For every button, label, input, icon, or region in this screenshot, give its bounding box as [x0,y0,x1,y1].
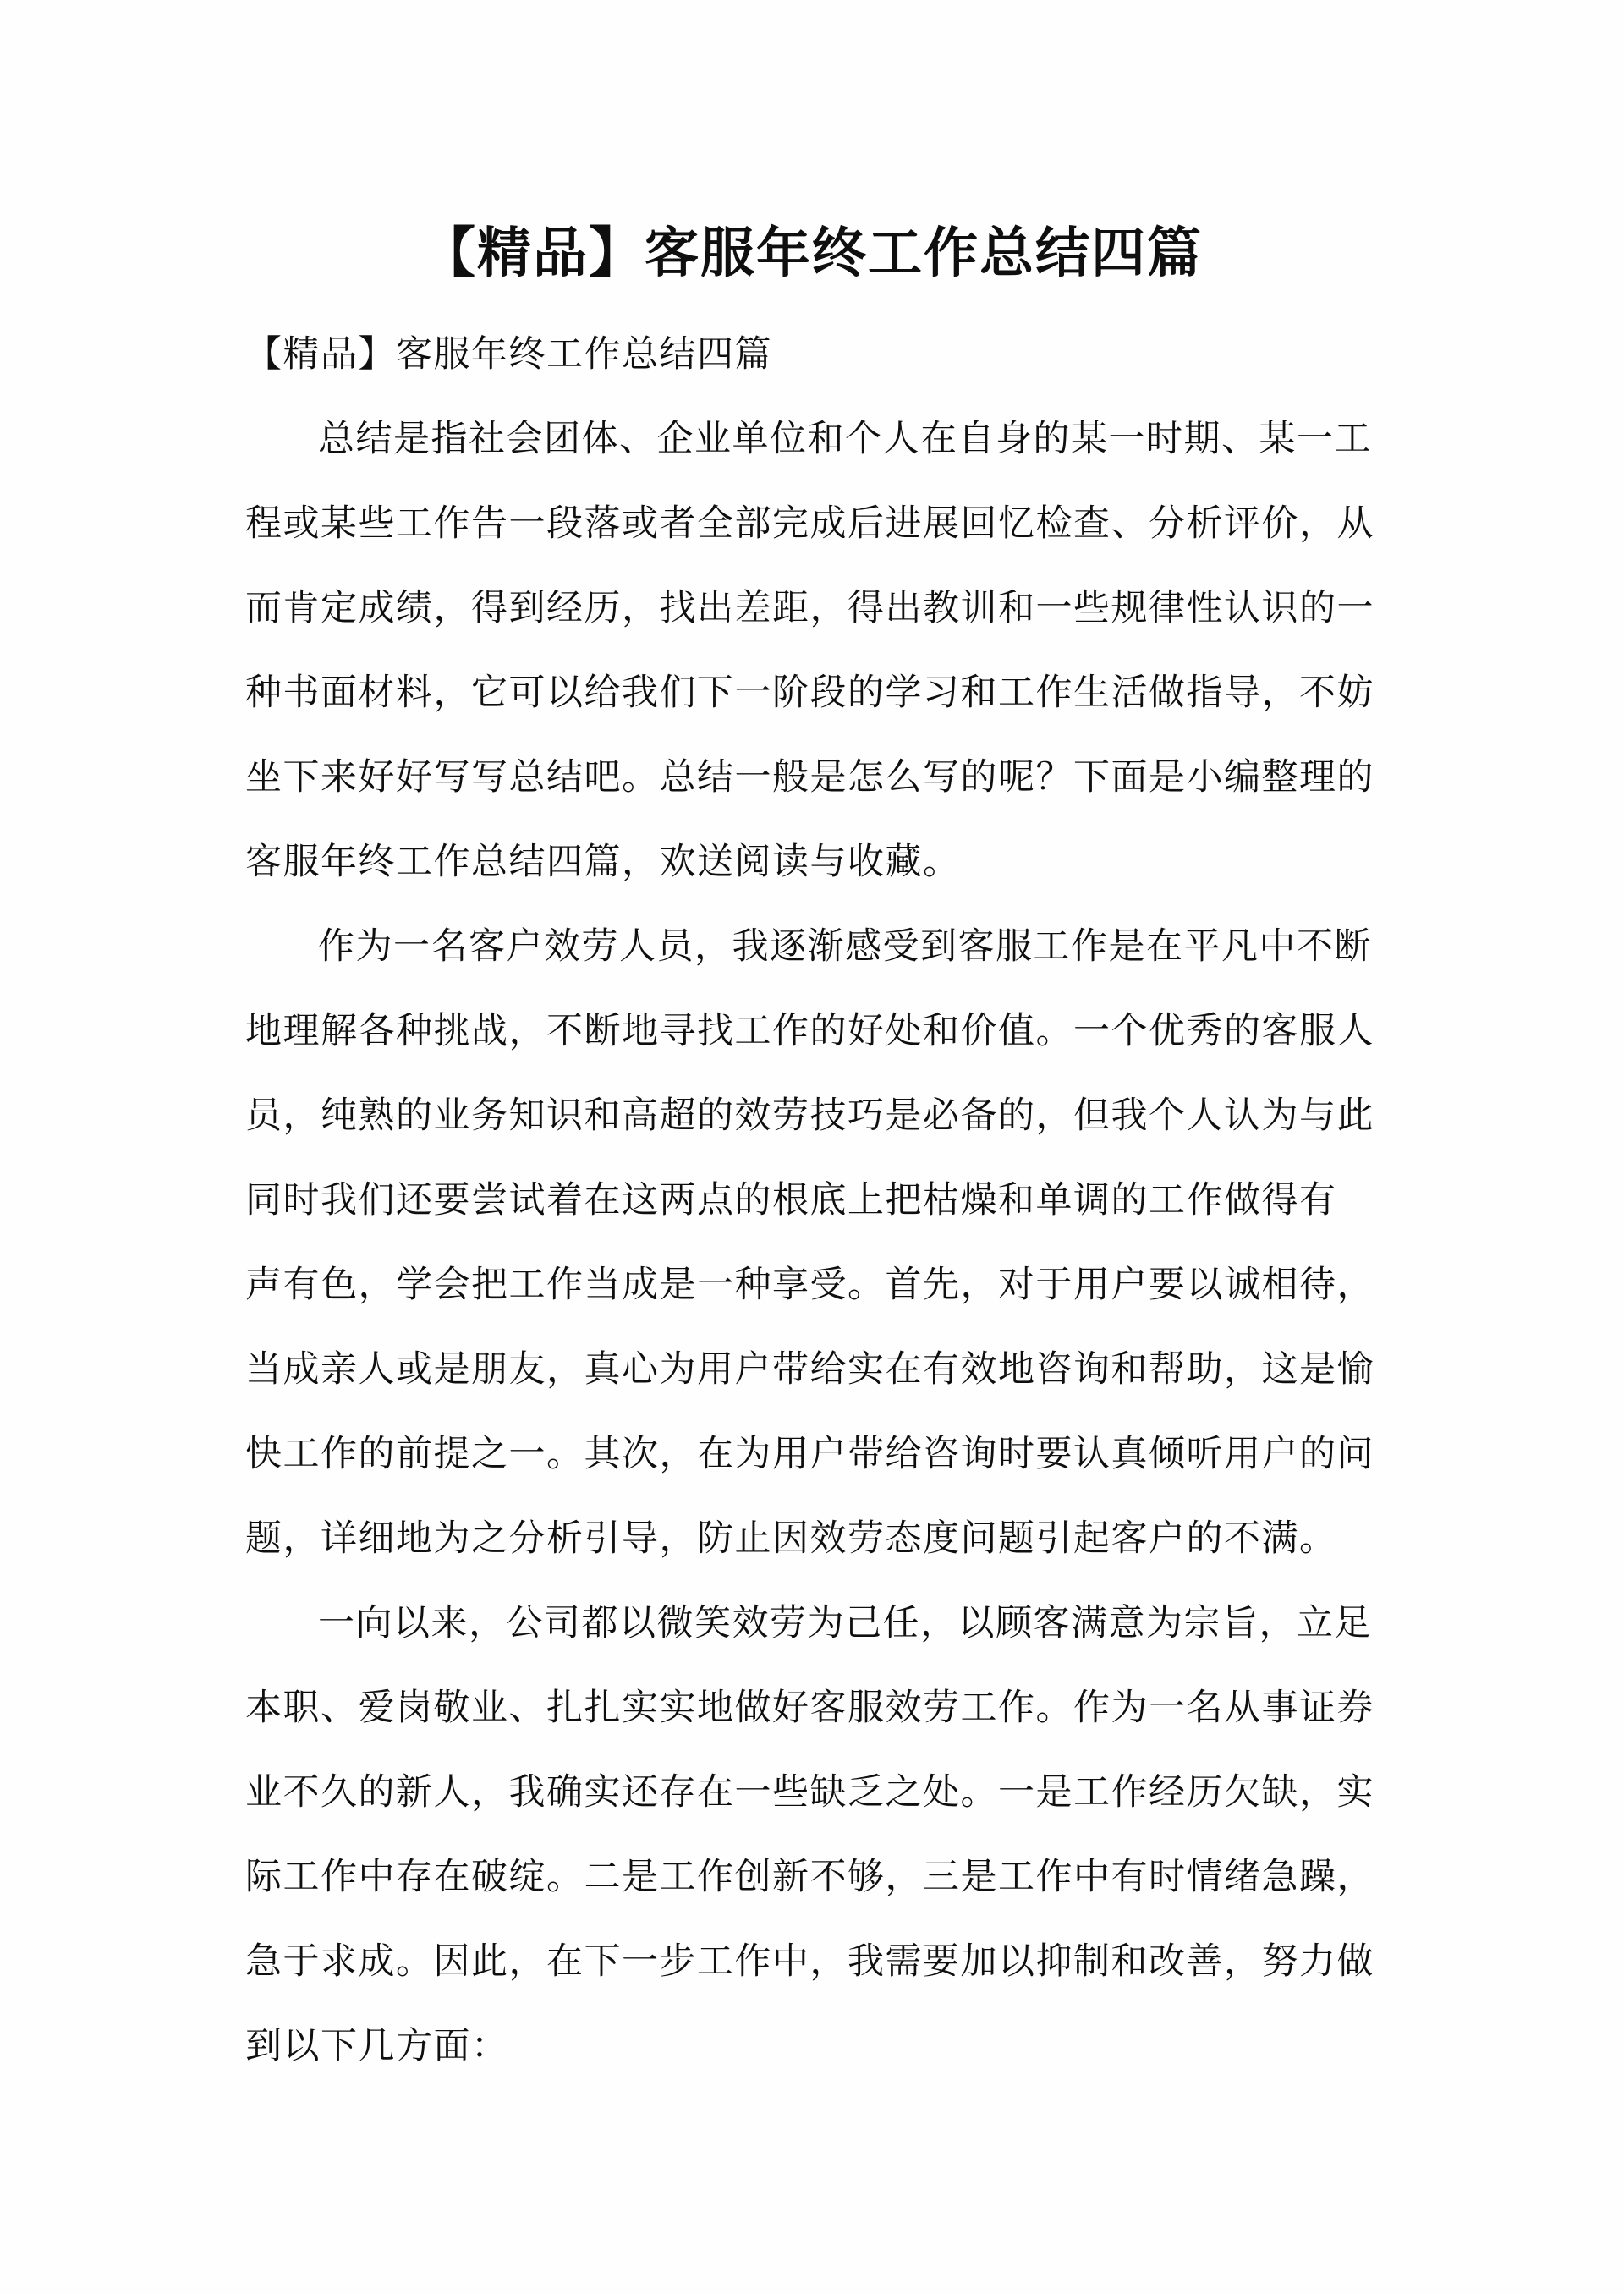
paragraph-line: 总结是指社会团体、企业单位和个人在自身的某一时期、某一工 [318,420,1372,459]
paragraph-line: 当成亲人或是朋友，真心为用户带给实在有效地咨询和帮助，这是愉 [245,1350,1374,1390]
paragraph-line: 员，纯熟的业务知识和高超的效劳技巧是必备的，但我个人认为与此 [245,1096,1374,1136]
paragraph-line: 际工作中存在破绽。二是工作创新不够，三是工作中有时情绪急躁， [245,1858,1374,1897]
paragraph-line: 种书面材料，它可以给我们下一阶段的学习和工作生活做指导，不妨 [245,673,1374,713]
paragraph-line: 声有色，学会把工作当成是一种享受。首先，对于用户要以诚相待， [245,1265,1374,1305]
paragraph-line: 题，详细地为之分析引导，防止因效劳态度问题引起客户的不满。 [245,1519,1337,1559]
document-subtitle: 【精品】客服年终工作总结四篇 [245,335,772,375]
paragraph-line: 业不久的新人，我确实还存在一些缺乏之处。一是工作经历欠缺，实 [245,1773,1374,1813]
paragraph-line: 急于求成。因此，在下一步工作中，我需要加以抑制和改善，努力做 [245,1942,1374,1982]
paragraph-line: 坐下来好好写写总结吧。总结一般是怎么写的呢？下面是小编整理的 [245,758,1374,798]
paragraphs-container [245,398,1379,2089]
paragraph-line: 同时我们还要尝试着在这两点的根底上把枯燥和单调的工作做得有 [245,1181,1337,1221]
paragraph-line: 客服年终工作总结四篇，欢送阅读与收藏。 [245,842,961,882]
paragraph-line: 快工作的前提之一。其次，在为用户带给咨询时要认真倾听用户的问 [245,1435,1374,1474]
document-title: 【精品】客服年终工作总结四篇 [421,223,1203,283]
paragraph-line: 地理解各种挑战，不断地寻找工作的好处和价值。一个优秀的客服人 [245,1012,1374,1051]
paragraph-line: 到以下几方面： [245,2027,509,2066]
paragraph-line: 作为一名客户效劳人员，我逐渐感受到客服工作是在平凡中不断 [318,927,1372,967]
paragraph-line: 本职、爱岗敬业、扎扎实实地做好客服效劳工作。作为一名从事证券 [245,1688,1374,1728]
paragraph-3 [245,1582,1379,2089]
paragraph-line: 一向以来，公司都以微笑效劳为己任，以顾客满意为宗旨，立足 [318,1604,1372,1644]
paragraph-line: 而肯定成绩，得到经历，找出差距，得出教训和一些规律性认识的一 [245,589,1374,628]
paragraph-line: 程或某些工作告一段落或者全部完成后进展回忆检查、分析评价，从 [245,504,1374,544]
paragraph-2 [245,905,1379,1582]
paragraph-1 [245,398,1379,905]
